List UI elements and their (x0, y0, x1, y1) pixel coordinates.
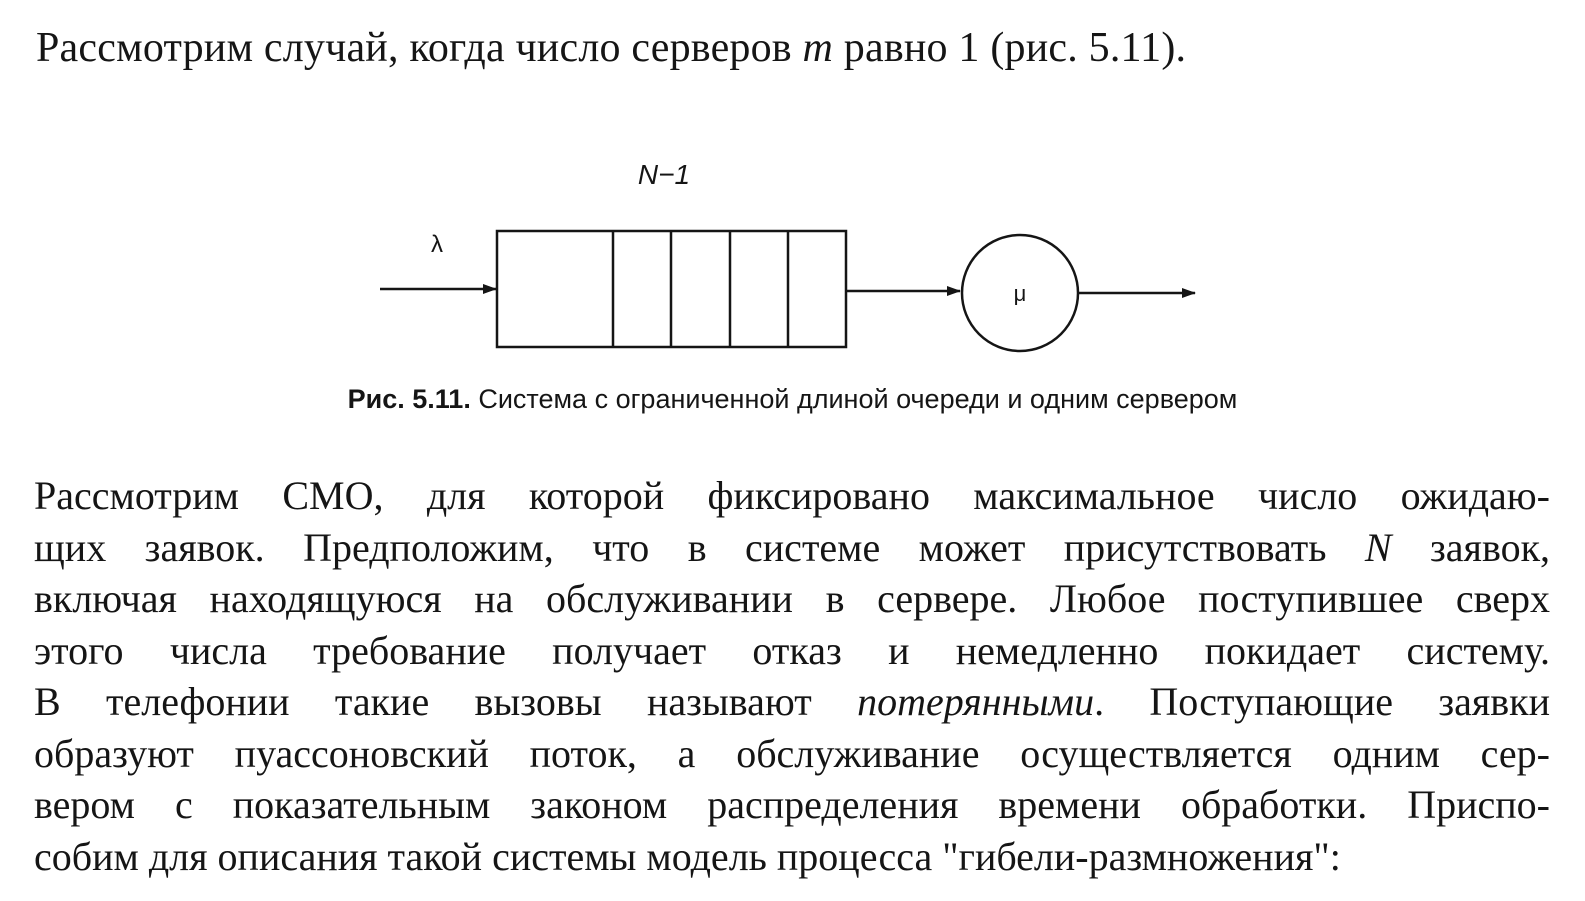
queue-buffer (497, 231, 846, 347)
figure-number: Рис. 5.11. (347, 384, 471, 414)
figure-caption-text: Система с ограниченной длиной очереди и одним сервером (470, 384, 1238, 414)
figure-caption (0, 382, 1585, 416)
intro-sentence (36, 22, 1186, 74)
intro-text-end: равно 1 (рис. 5.11). (833, 25, 1187, 71)
paragraph-line (34, 522, 1550, 574)
line-text: . Поступающие заявки (1094, 679, 1550, 724)
paragraph-line: образуют пуассоновский поток, а обслуживание осуществляется одним сер- (34, 730, 1550, 776)
line-text: заявок, (1391, 524, 1551, 570)
line-text: В телефонии такие вызовы называют (34, 679, 858, 724)
line-text: щих заявок. Предположим, что в системе может присутствовать (34, 524, 1365, 570)
paragraph-line: собим для описания такой системы модель процесса "гибели-размножения": (34, 833, 1341, 879)
service-rate-label: μ (1013, 281, 1027, 306)
paragraph-line: этого числа требование получает отказ и немедленно покидает систему. (34, 627, 1550, 673)
paragraph-line (34, 676, 1550, 728)
servers-variable: m (802, 25, 834, 71)
intro-text-start: Рассмотрим случай, когда число серверов (36, 25, 803, 71)
queue-length-label: N−1 (637, 159, 691, 190)
lost-calls-term: потерянными (857, 679, 1095, 724)
capacity-variable: N (1364, 524, 1392, 570)
queue-diagram (0, 130, 1585, 380)
body-paragraph (34, 470, 1550, 882)
paragraph-line: включая находящуюся на обслуживании в сервере. Любое поступившее сверх (34, 576, 1550, 621)
paragraph-line: вером с показательным законом распределения времени обработки. Приспо- (34, 782, 1550, 827)
arrival-rate-label: λ (431, 231, 443, 258)
paragraph-line: Рассмотрим СМО, для которой фиксировано максимальное число ожидаю- (34, 473, 1550, 518)
